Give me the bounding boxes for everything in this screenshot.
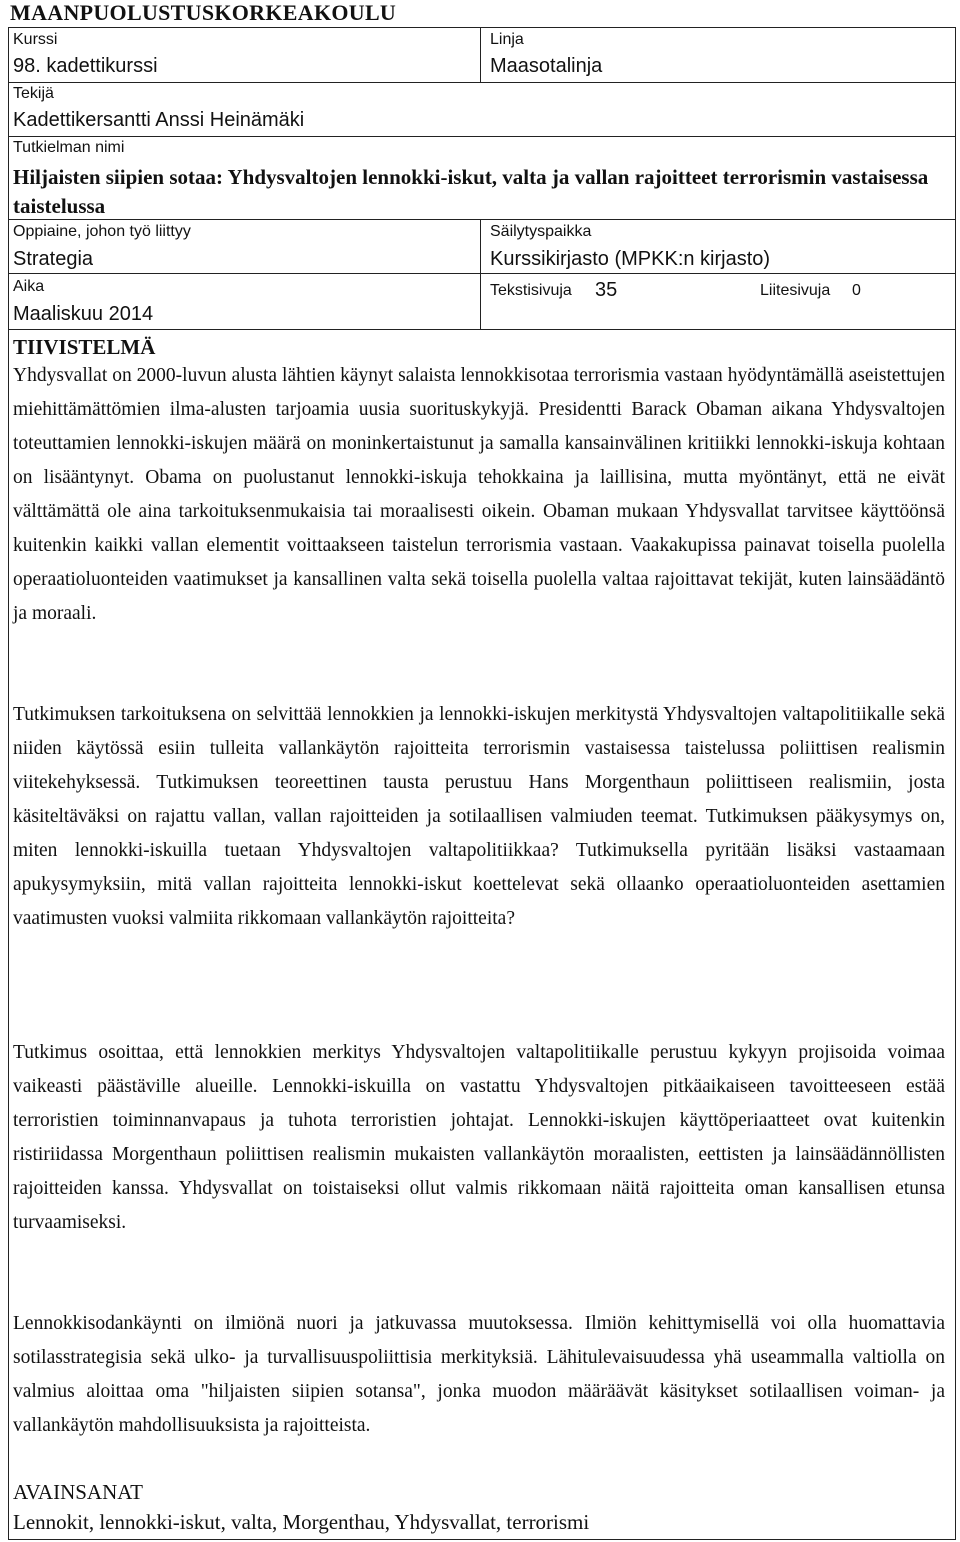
row-divider: [8, 136, 956, 137]
author-label: Tekijä: [13, 85, 54, 102]
line-value: Maasotalinja: [490, 55, 603, 77]
appendix-pages-label: Liitesivuja: [760, 282, 831, 299]
time-value: Maaliskuu 2014: [13, 303, 154, 325]
text-pages-label: Tekstisivuja: [490, 282, 572, 299]
abstract-paragraph: Lennokkisodankäynti on ilmiönä nuori ja jatkuvassa muutoksessa. Ilmiön kehittymisellä voi olla huomattavia sotilasstrategisia sekä ulko- ja turvallisuuspoliittisia merkityksiä. Lähitulevaisuudessa yhä useammalla valtiolla on valmius aloittaa oma "hiljaisten siipien sotansa", jonka muodon määräävät käsitykset sotilaallisen voiman- ja vallankäytön mahdollisuuksista ja rajoitteista.: [13, 1313, 945, 1436]
keywords-value: Lennokit, lennokki-iskut, valta, Morgenthau, Yhdysvallat, terrorismi: [13, 1510, 590, 1534]
row-divider: [8, 82, 956, 83]
abstract-paragraph: Yhdysvallat on 2000-luvun alusta lähtien käynyt salaista lennokkisotaa terrorismia vastaan hyödyntämällä aseistettujen miehittämättömien ilma-alusten tarjoamia uusia suorituskykyjä. Presidentti Barack Obaman aikana Yhdysvaltojen toteuttamien lennokki-iskujen määrä on moninkertaistunut ja samalla kansainvälinen kritiikki lennokki-iskuja kohtaan on lisääntynyt. Obama on puolustanut lennokki-iskuja tehokkaina ja laillisina, mutta myöntänyt, että ne eivät välttämättä ole aina tarkoituksenmukaisia tai moraalisesti oikein. Obaman mukaan Yhdysvallat tarvitsee käyttöönsä kuitenkin kaikki vallan elementit voittaakseen taistelun terrorismia vastaan. Vaakakupissa painavat toisella puolella operaatioluonteiden vaatimukset ja kansallinen valta sekä toisella puolella valtaa rajoittavat tekijät, kuten lainsäädäntö ja moraali.: [13, 365, 945, 624]
institution-name: MAANPUOLUSTUSKORKEAKOULU: [10, 0, 397, 25]
row-divider: [8, 329, 956, 330]
line-label: Linja: [490, 31, 524, 48]
appendix-pages-count: 0: [852, 282, 861, 299]
text-pages-count: 35: [595, 279, 618, 301]
course-value: 98. kadettikurssi: [13, 55, 158, 77]
subject-value: Strategia: [13, 248, 94, 270]
course-label: Kurssi: [13, 31, 58, 48]
time-label: Aika: [13, 278, 45, 295]
keywords-label: AVAINSANAT: [13, 1480, 143, 1504]
thesis-title: Hiljaisten siipien sotaa: Yhdysvaltojen lennokki-iskut, valta ja vallan rajoitteet terrorismin vastaisessa taistelussa: [13, 165, 929, 218]
thesis-title-label: Tutkielman nimi: [13, 139, 125, 156]
abstract-paragraph: Tutkimus osoittaa, että lennokkien merkitys Yhdysvaltojen valtapolitiikalle perustuu kykyyn projisoida voimaa vaikeasti päästäville alueille. Lennokki-iskuilla on vastattu Yhdysvaltojen pitkäaikaiseen tavoitteeseen estää terroristien toiminnanvapaus ja tuhota terroristien johtajat. Lennokki-iskujen käyttöperiaatteet ovat kuitenkin ristiriidassa Morgenthaun poliittisen realismin mukaisten vallankäytön moraalisten, eettisten ja lainsäädännöllisten rajoitteiden kanssa. Yhdysvallat on toistaiseksi ollut valmis rikkomaan näitä rajoitteita oman kansallisen etunsa turvaamiseksi.: [13, 1042, 945, 1233]
abstract-paragraph: Tutkimuksen tarkoituksena on selvittää lennokkien ja lennokki-iskujen merkitystä Yhdysvaltojen valtapolitiikalle sekä niiden käytössä esiin tulleita vallankäytön rajoitteita terrorismin vastaisessa taistelussa poliittisen realismin viitekehyksessä. Tutkimuksen teoreettinen tausta perustuu Hans Morgenthaun poliittiseen realismiin, josta käsiteltäväksi on rajattu vallan, vallan rajoitteiden ja sotilaallisen valmiuden teemat. Tutkimuksen pääkysymys on, miten lennokki-iskuilla tuetaan Yhdysvaltojen valtapolitiikkaa? Tutkimuksella pyritään lisäksi vastaamaan apukysymyksiin, mitä vallan rajoitteita lennokki-iskut koettelevat sekä ollaanko operaatioluonteiden asettamien vaatimusten vuoksi valmiita rikkomaan vallankäytön rajoitteita?: [13, 704, 945, 929]
storage-label: Säilytyspaikka: [490, 223, 592, 240]
abstract-heading: TIIVISTELMÄ: [13, 335, 156, 359]
storage-value: Kurssikirjasto (MPKK:n kirjasto): [490, 248, 771, 270]
row-divider: [8, 273, 956, 274]
column-divider: [480, 219, 481, 329]
column-divider: [480, 27, 481, 82]
author-value: Kadettikersantti Anssi Heinämäki: [13, 109, 305, 131]
subject-label: Oppiaine, johon työ liittyy: [13, 223, 191, 240]
